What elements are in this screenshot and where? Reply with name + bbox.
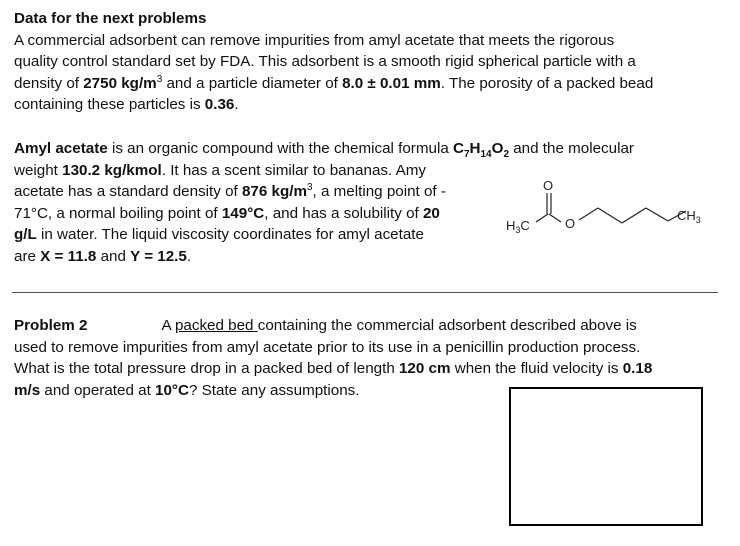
text-line: g/L in water. The liquid viscosity coordinates for amyl acetate bbox=[14, 226, 424, 244]
text-line: containing these particles is 0.36. bbox=[14, 96, 239, 114]
text-line: acetate has a standard density of 876 $kg/m^3$, a melting point of - bbox=[14, 182, 446, 201]
text-line: used to remove impurities from amyl acetate prior to its use in a penicillin production process. bbox=[14, 338, 641, 356]
text-line: A commercial adsorbent can remove impurities from amyl acetate that meets the rigorous bbox=[14, 31, 615, 49]
answer-box[interactable] bbox=[509, 387, 703, 526]
text-line: density of 2750 $kg/m^3$ and a particle diameter of 8.0 ± 0.01 mm. The porosity of a packed bead bbox=[14, 73, 654, 92]
section-divider bbox=[12, 292, 718, 293]
carbonyl-oxygen-label: O bbox=[543, 178, 554, 193]
chemical-formula: $C_7H_{14}O_2$ bbox=[452, 140, 509, 161]
methyl-left-label: $H_3C$ bbox=[506, 218, 530, 235]
text-line: quality control standard set by FDA. This adsorbent is a smooth rigid spherical particle with a bbox=[14, 53, 636, 71]
text-line: are X = 11.8 and Y = 12.5. bbox=[14, 247, 192, 265]
problem-label: Problem 2 bbox=[14, 317, 88, 334]
text-line: Amyl acetate is an organic compound with the chemical formula $C_7H_{14}O_2$ and the molecular bbox=[14, 140, 634, 161]
text-line: Problem 2 A packed bed containing the commercial adsorbent described above is bbox=[14, 317, 637, 334]
text-line: weight 130.2 kg/kmol. It has a scent similar to bananas. Amy bbox=[14, 161, 426, 179]
ester-oxygen-label: O bbox=[565, 216, 576, 231]
section-heading: Data for the next problems bbox=[14, 10, 207, 27]
text-line: m/s and operated at 10°C? State any assumptions. bbox=[14, 381, 360, 399]
data-section bbox=[14, 8, 726, 116]
amyl-acetate-structure bbox=[496, 178, 726, 240]
methyl-right-label: $CH_3$ bbox=[677, 208, 701, 225]
text-line: What is the total pressure drop in a packed bed of length 120 cm when the fluid velocity is 0.18 bbox=[14, 360, 653, 378]
text-line: 71°C, a normal boiling point of 149°C, and has a solubility of 20 bbox=[14, 204, 440, 222]
